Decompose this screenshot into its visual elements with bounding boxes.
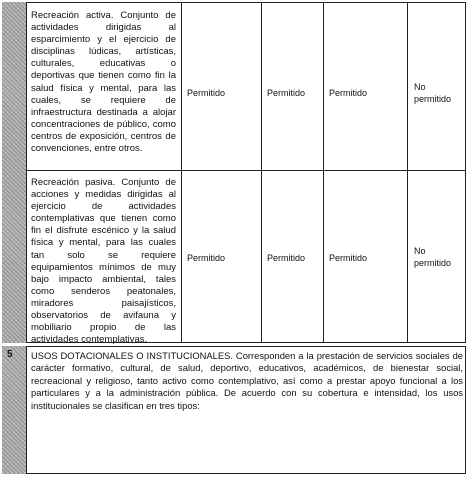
row-value: Permitido — [267, 253, 306, 263]
row-value: No permitido — [414, 246, 452, 268]
row-margin-hatch — [2, 2, 26, 343]
section-number: 5 — [7, 349, 13, 360]
row-value: No permitido — [414, 82, 452, 104]
row-value: Permitido — [267, 88, 306, 98]
section-text: USOS DOTACIONALES O INSTITUCIONALES. Corresponden a la prestación de servicios sociales de carácter formativo, cultural, de salud, deportivo, educativos, académicos, de bienestar social, recreacional y religioso, tanto activo como contemplativo, así como a prestar apoyo funcional a los particulares y a la administración pública. De acuerdo con su cobertura e intensidad, los usos institucionales se clasifican en tres tipos: — [31, 350, 463, 411]
row-value: Permitido — [329, 253, 368, 263]
row-divider — [26, 170, 466, 171]
row-value: Permitido — [329, 88, 368, 98]
column-divider — [323, 2, 324, 343]
row-value: Permitido — [187, 88, 226, 98]
column-divider — [407, 2, 408, 343]
column-divider — [181, 2, 182, 343]
row-description: Recreación pasiva. Conjunto de acciones y medidas dirigidas al ejercicio de actividades contemplativas que tienen como fin el disfrute escénico y la salud física y mental, para las cuales tan solo se requiere equipamientos mínimos de muy bajo impacto ambiental, tales como senderos peatonales, miradores paisajísticos, observatorios de avifauna y mobiliario propio de las actividades contemplativas. — [31, 177, 176, 346]
row-description: Recreación activa. Conjunto de actividades dirigidas al esparcimiento y el ejercicio de disciplinas lúdicas, artísticas, culturales, educativas o deportivas que tienen como fin la salud física y mental, para las cuales, se requiere de infraestructura destinada a alojar concentraciones de público, como centros de exposición, centros de convenciones, entre otros. — [31, 10, 176, 155]
row-value: Permitido — [187, 253, 226, 263]
column-divider — [261, 2, 262, 343]
section-number-hatch — [2, 346, 26, 474]
